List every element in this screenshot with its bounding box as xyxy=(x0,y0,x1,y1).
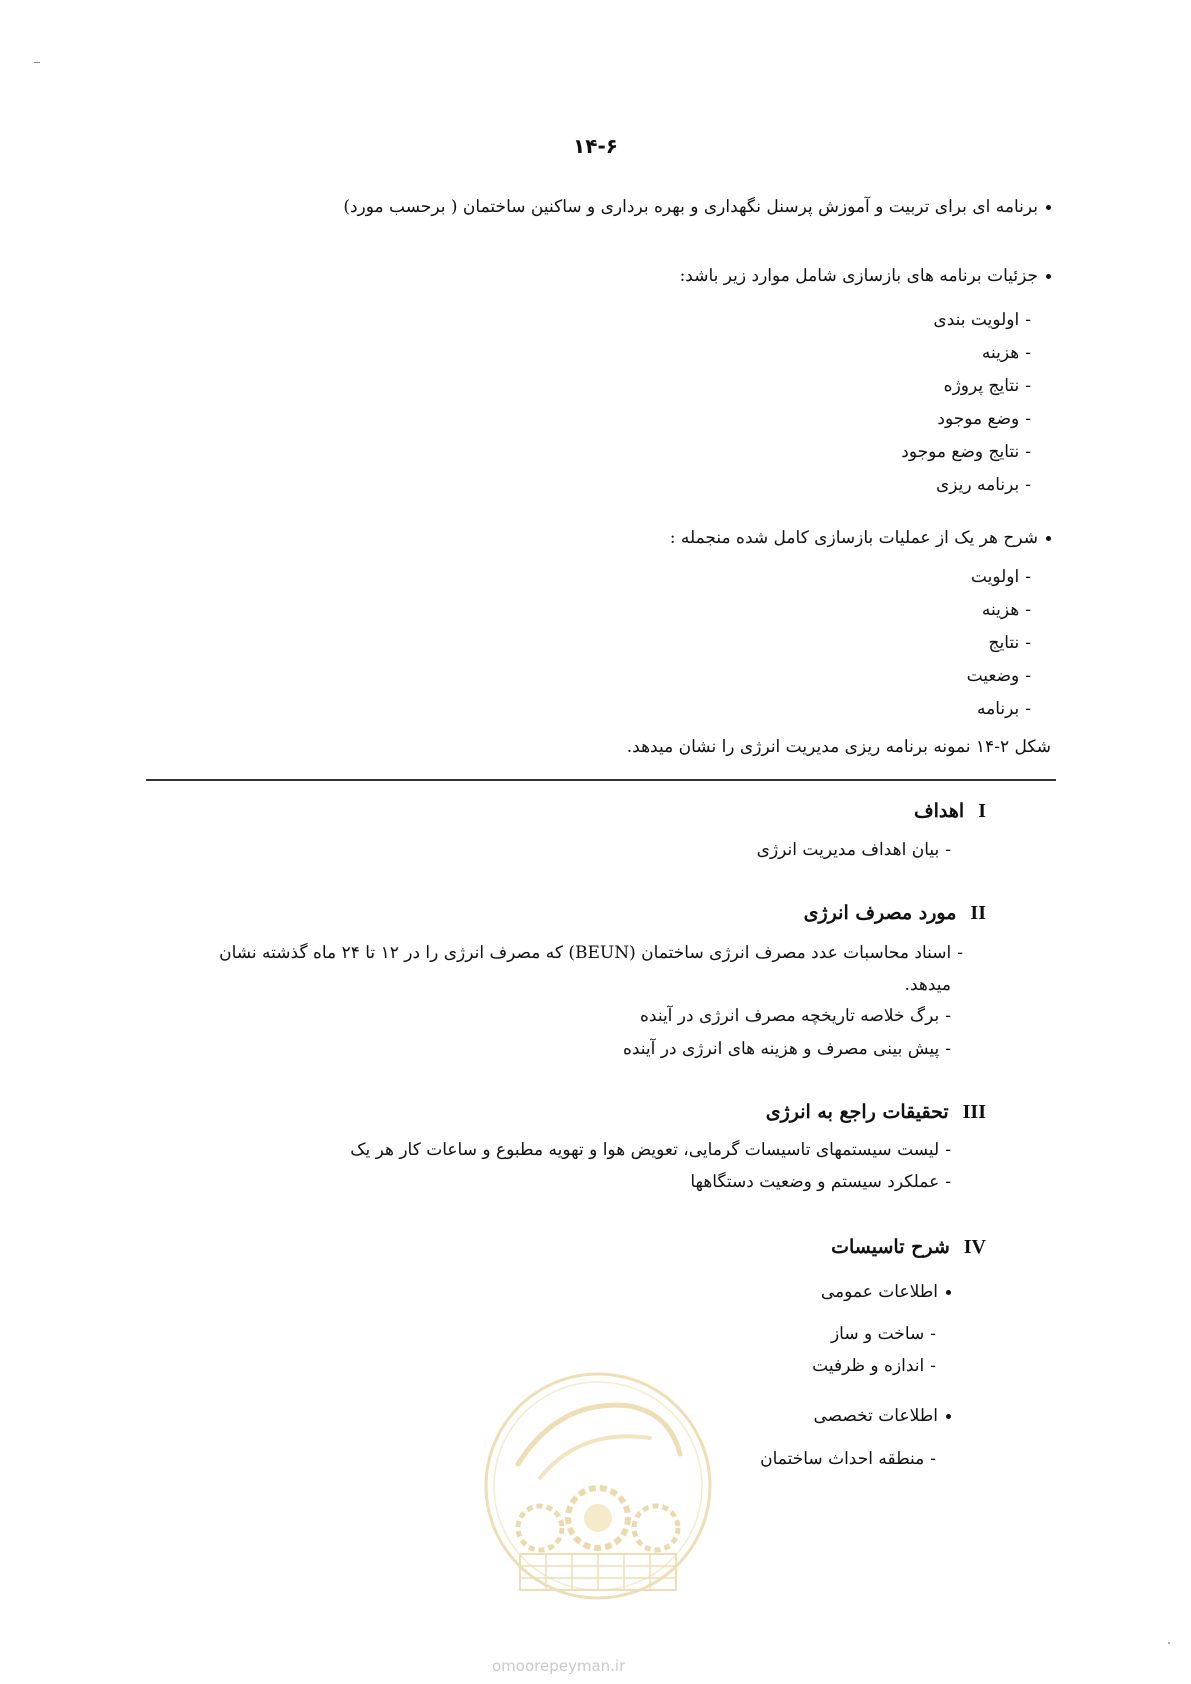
list-item-text: عملکرد سیستم و وضعیت دستگاهها xyxy=(690,1172,940,1192)
dash-marker: - xyxy=(930,1324,936,1344)
list-item-text: برنامه xyxy=(977,699,1020,719)
list-item xyxy=(901,342,1031,375)
dash-marker: - xyxy=(1025,699,1031,719)
dash-marker: - xyxy=(945,1172,951,1192)
list-item xyxy=(967,632,1031,665)
list-item xyxy=(831,1323,936,1345)
list-item xyxy=(350,1139,951,1161)
bullet-text: اطلاعات عمومی xyxy=(820,1282,938,1302)
intro-bullet-3 xyxy=(670,527,1051,549)
list-item xyxy=(901,474,1031,507)
dash-marker: - xyxy=(945,1140,951,1160)
list-item-text: اندازه و ظرفیت xyxy=(812,1356,925,1376)
list-item-text: اولویت بندی xyxy=(933,310,1020,330)
bullet-dot-icon xyxy=(946,1290,951,1295)
watermark-logo-icon xyxy=(480,1368,716,1604)
dash-marker: - xyxy=(1025,442,1031,462)
intro-bullet-1-text: برنامه ای برای تربیت و آموزش پرسنل نگهداری و بهره برداری و ساکنین ساختمان ( برحسب مورد) xyxy=(343,197,1038,217)
list-item-text: اسناد محاسبات عدد مصرف انرژی ساختمان (BEUN) که مصرف انرژی را در ۱۲ تا ۲۴ ماه گذشته نشان xyxy=(219,943,952,963)
list-item-text: برگ خلاصه تاریخچه مصرف انرژی در آینده xyxy=(639,1006,940,1026)
intro-bullet-2 xyxy=(680,265,1051,287)
dash-marker: - xyxy=(930,1449,936,1469)
list-item xyxy=(901,408,1031,441)
figure-caption: شکل ۲-۱۴ نمونه برنامه ریزی مدیریت انرژی را نشان میدهد. xyxy=(626,737,1051,757)
horizontal-divider xyxy=(146,779,1056,781)
list-item-text: وضعیت xyxy=(966,666,1020,686)
roman-numeral: III xyxy=(962,1101,986,1123)
section-title: اهداف xyxy=(913,800,965,822)
list-item-text: لیست سیستمهای تاسیسات گرمایی، تعویض هوا و تهویه مطبوع و ساعات کار هر یک xyxy=(350,1140,940,1160)
dash-marker: - xyxy=(945,840,951,860)
list-item xyxy=(623,1038,951,1060)
section-title: مورد مصرف انرژی xyxy=(803,902,957,924)
scan-mark xyxy=(34,62,40,63)
list-item xyxy=(967,698,1031,731)
dash-marker: - xyxy=(1025,310,1031,330)
dash-marker: - xyxy=(1025,475,1031,495)
watermark-site-text: omoorepeyman.ir xyxy=(492,1657,626,1675)
dash-marker: - xyxy=(957,943,963,963)
list-item xyxy=(690,1171,951,1193)
dash-marker: - xyxy=(1025,376,1031,396)
list-item xyxy=(812,1355,936,1377)
bullet-text: اطلاعات تخصصی xyxy=(813,1406,938,1426)
list-item xyxy=(757,839,951,861)
bullet-dot-icon xyxy=(1046,274,1051,279)
section-heading-3 xyxy=(766,1101,986,1124)
intro-bullet-2-list xyxy=(901,309,1031,507)
bullet-dot-icon xyxy=(1046,536,1051,541)
intro-bullet-2-text: جزئیات برنامه های بازسازی شامل موارد زیر باشد: xyxy=(679,266,1038,286)
intro-bullet-3-list xyxy=(967,566,1031,731)
section-heading-2 xyxy=(804,902,986,925)
list-item-text: نتایج وضع موجود xyxy=(901,442,1020,462)
list-item-text: برنامه ریزی xyxy=(935,475,1020,495)
list-item-text: هزینه xyxy=(981,600,1020,620)
list-item-text: نتایج xyxy=(988,633,1020,653)
intro-bullet-3-text: شرح هر یک از عملیات بازسازی کامل شده منجمله : xyxy=(669,528,1038,548)
dash-marker: - xyxy=(1025,666,1031,686)
list-item xyxy=(219,942,963,964)
roman-numeral: IV xyxy=(963,1236,986,1258)
intro-bullet-1 xyxy=(343,196,1051,218)
list-item-continuation: میدهد. xyxy=(904,975,951,995)
list-item-text: وضع موجود xyxy=(937,409,1020,429)
list-item-text: پیش بینی مصرف و هزینه های انرژی در آینده xyxy=(622,1039,940,1059)
section-title: شرح تاسیسات xyxy=(831,1236,950,1258)
list-item-text: هزینه xyxy=(981,343,1020,363)
dash-marker: - xyxy=(1025,343,1031,363)
list-item xyxy=(901,309,1031,342)
bullet-dot-icon xyxy=(946,1414,951,1419)
section-title: تحقیقات راجع به انرژی xyxy=(765,1101,949,1123)
page-number: ۱۴-۶ xyxy=(573,134,618,158)
list-item xyxy=(760,1448,936,1470)
list-item xyxy=(901,441,1031,474)
section-heading-1 xyxy=(914,800,986,823)
dash-marker: - xyxy=(1025,409,1031,429)
list-item-text: ساخت و ساز xyxy=(830,1324,925,1344)
list-item xyxy=(967,665,1031,698)
section-heading-4 xyxy=(831,1236,986,1259)
list-item xyxy=(640,1005,951,1027)
dash-marker: - xyxy=(930,1356,936,1376)
dash-marker: - xyxy=(945,1006,951,1026)
list-item-text: اولویت xyxy=(970,567,1020,587)
section-4-bullet-1 xyxy=(821,1282,951,1302)
roman-numeral: II xyxy=(970,902,986,924)
list-item-text: نتایج پروژه xyxy=(943,376,1020,396)
list-item xyxy=(967,566,1031,599)
dash-marker: - xyxy=(1025,633,1031,653)
list-item-text: منطقه احداث ساختمان xyxy=(760,1449,925,1469)
list-item xyxy=(901,375,1031,408)
list-item-text: بیان اهداف مدیریت انرژی xyxy=(756,840,940,860)
list-item xyxy=(967,599,1031,632)
roman-numeral: I xyxy=(978,800,986,822)
scan-mark xyxy=(1168,1642,1170,1644)
dash-marker: - xyxy=(1025,567,1031,587)
section-4-bullet-2 xyxy=(814,1406,952,1426)
dash-marker: - xyxy=(1025,600,1031,620)
bullet-dot-icon xyxy=(1046,205,1051,210)
dash-marker: - xyxy=(945,1039,951,1059)
